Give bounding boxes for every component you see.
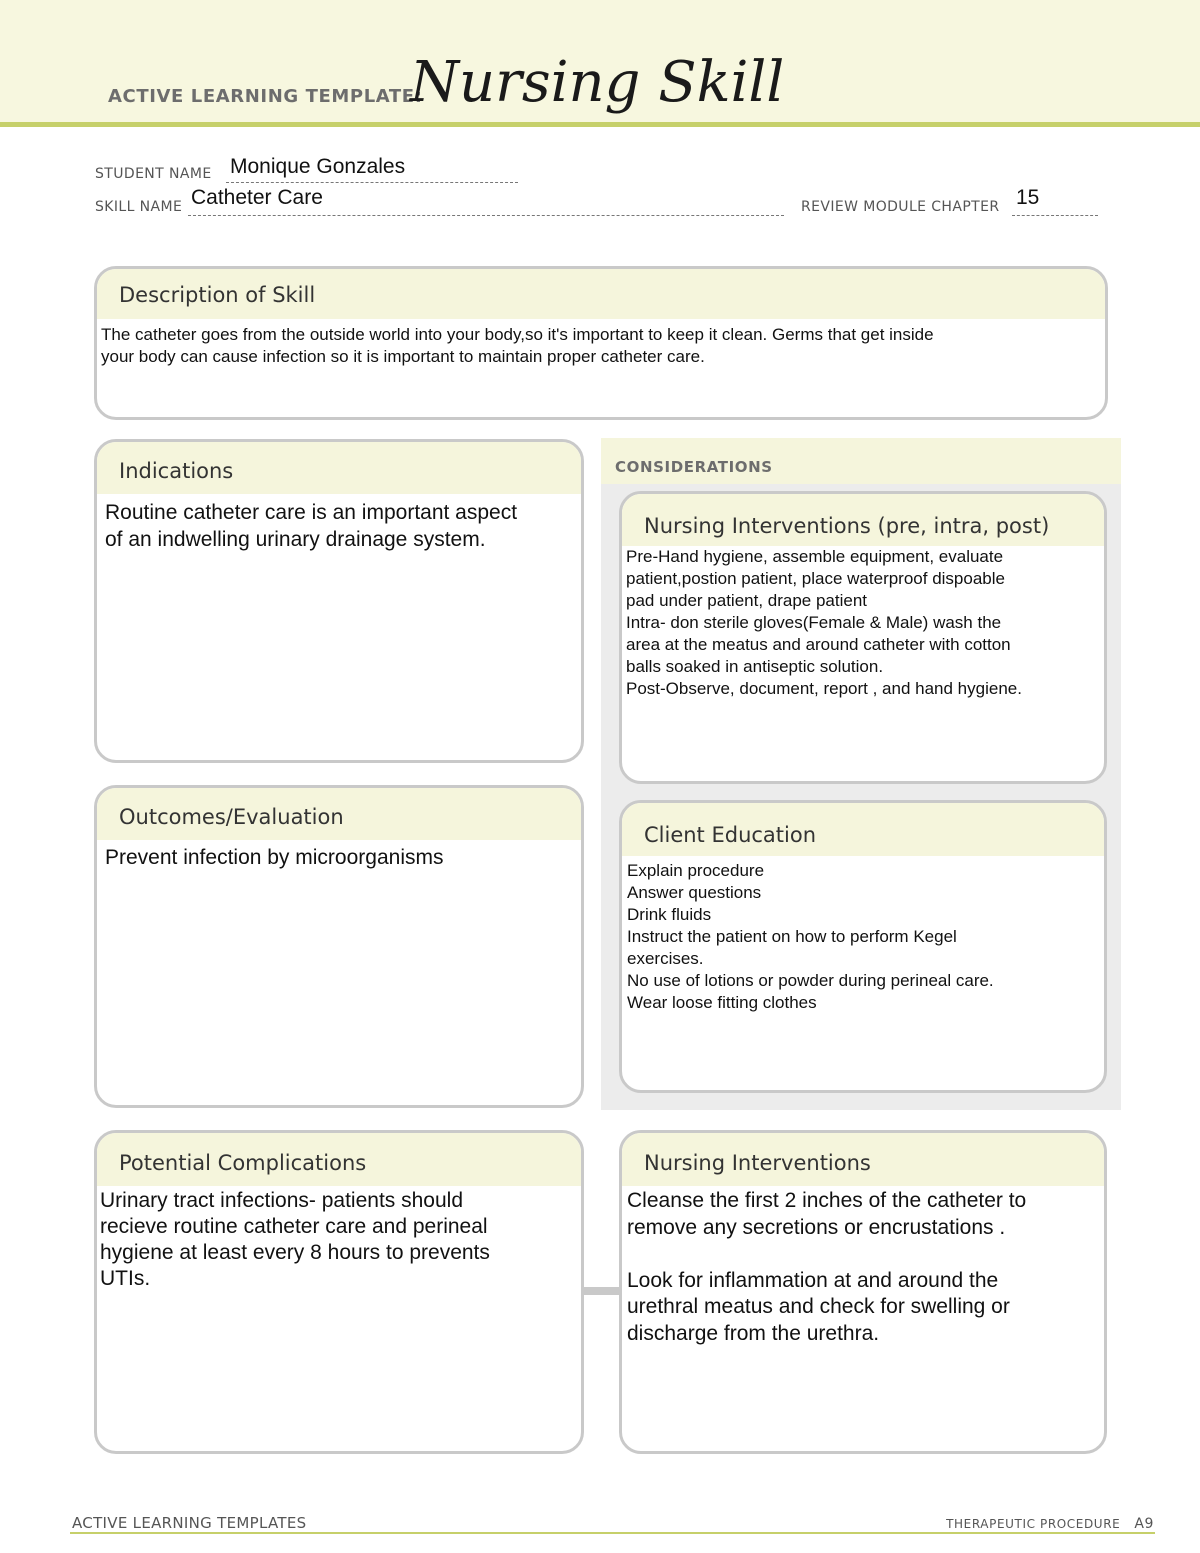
description-line: your body can cause infection so it is important to maintain proper catheter care. — [101, 347, 705, 366]
nursing-interventions-prepost-heading: Nursing Interventions (pre, intra, post) — [622, 494, 1104, 546]
outcomes-line: Prevent infection by microorganisms — [105, 846, 444, 869]
footer-category: THERAPEUTIC PROCEDURE — [946, 1517, 1121, 1531]
outcomes-heading: Outcomes/Evaluation — [97, 788, 581, 840]
indications-line: of an indwelling urinary drainage system. — [105, 528, 486, 551]
nursing-interventions-body[interactable] — [622, 1186, 1104, 1347]
student-name-field[interactable]: Monique Gonzales — [230, 155, 406, 178]
client-education-box — [619, 800, 1107, 1093]
nursing-interventions-prepost-line: Intra- don sterile gloves(Female & Male) wash the — [626, 613, 1002, 632]
description-box — [94, 266, 1108, 420]
nursing-interventions-blank-line — [627, 1241, 1104, 1268]
nursing-interventions-prepost-body[interactable] — [622, 546, 1104, 700]
connector-bar — [584, 1287, 620, 1295]
nursing-interventions-prepost-line: balls soaked in antiseptic solution. — [626, 657, 884, 676]
footer-right — [946, 1516, 1154, 1532]
skill-name-underline — [188, 215, 784, 216]
nursing-interventions-prepost-line: Post-Observe, document, report , and hand hygiene. — [626, 679, 1022, 698]
outcomes-box — [94, 785, 584, 1108]
skill-name-field[interactable]: Catheter Care — [191, 186, 323, 209]
complications-line: Urinary tract infections- patients should — [100, 1189, 463, 1212]
page-number: A9 — [1134, 1516, 1154, 1532]
nursing-interventions-prepost-line: area at the meatus and around catheter with cotton — [626, 635, 1011, 654]
nursing-interventions-line: Cleanse the first 2 inches of the catheter to — [627, 1189, 1027, 1212]
header-rule — [0, 122, 1200, 127]
client-education-line: Answer questions — [627, 883, 762, 902]
indications-body[interactable] — [97, 494, 581, 553]
description-body[interactable] — [97, 319, 1105, 368]
student-name-underline — [226, 182, 518, 183]
nursing-interventions-prepost-box — [619, 491, 1107, 784]
complications-body[interactable] — [97, 1186, 581, 1292]
client-education-line: Explain procedure — [627, 861, 765, 880]
client-education-line: Wear loose fitting clothes — [627, 993, 817, 1012]
nursing-interventions-prepost-line: Pre-Hand hygiene, assemble equipment, evaluate — [626, 547, 1004, 566]
nursing-interventions-box — [619, 1130, 1107, 1454]
nursing-interventions-heading: Nursing Interventions — [622, 1133, 1104, 1186]
description-heading: Description of Skill — [97, 269, 1105, 319]
review-module-label: REVIEW MODULE CHAPTER — [801, 199, 1000, 215]
client-education-heading: Client Education — [622, 803, 1104, 856]
indications-box — [94, 439, 584, 763]
nursing-interventions-prepost-line: pad under patient, drape patient — [626, 591, 868, 610]
review-module-underline — [1012, 215, 1098, 216]
indications-line: Routine catheter care is an important aspect — [105, 501, 518, 524]
template-label: ACTIVE LEARNING TEMPLATE: — [108, 86, 423, 107]
nursing-interventions-line: Look for inflammation at and around the — [627, 1268, 999, 1292]
client-education-line: exercises. — [627, 949, 704, 968]
nursing-interventions-line: discharge from the urethra. — [627, 1321, 880, 1345]
nursing-interventions-line: urethral meatus and check for swelling or — [627, 1295, 1010, 1318]
review-module-field[interactable]: 15 — [1016, 186, 1040, 209]
complications-line: recieve routine catheter care and perineal — [100, 1215, 488, 1238]
complications-box — [94, 1130, 584, 1454]
page-title: Nursing Skill — [410, 50, 785, 115]
indications-heading: Indications — [97, 442, 581, 494]
nursing-interventions-prepost-line: patient,postion patient, place waterproof dispoable — [626, 569, 1005, 588]
skill-name-label: SKILL NAME — [95, 199, 183, 215]
client-education-line: Drink fluids — [627, 905, 712, 924]
client-education-line: Instruct the patient on how to perform Kegel — [627, 927, 957, 946]
complications-line: hygiene at least every 8 hours to prevents — [100, 1241, 490, 1264]
student-name-label: STUDENT NAME — [95, 166, 212, 182]
outcomes-body[interactable] — [97, 840, 581, 871]
client-education-line: No use of lotions or powder during perineal care. — [627, 971, 994, 990]
client-education-body[interactable] — [622, 856, 1104, 1014]
nursing-interventions-line: remove any secretions or encrustations . — [627, 1215, 1006, 1239]
description-line: The catheter goes from the outside world into your body,so it's important to keep it clean. Germs that get inside — [101, 325, 934, 344]
complications-heading: Potential Complications — [97, 1133, 581, 1186]
considerations-label: CONSIDERATIONS — [615, 458, 773, 476]
footer-rule — [70, 1532, 1155, 1534]
complications-line: UTIs. — [100, 1267, 151, 1290]
footer-left: ACTIVE LEARNING TEMPLATES — [72, 1514, 307, 1532]
